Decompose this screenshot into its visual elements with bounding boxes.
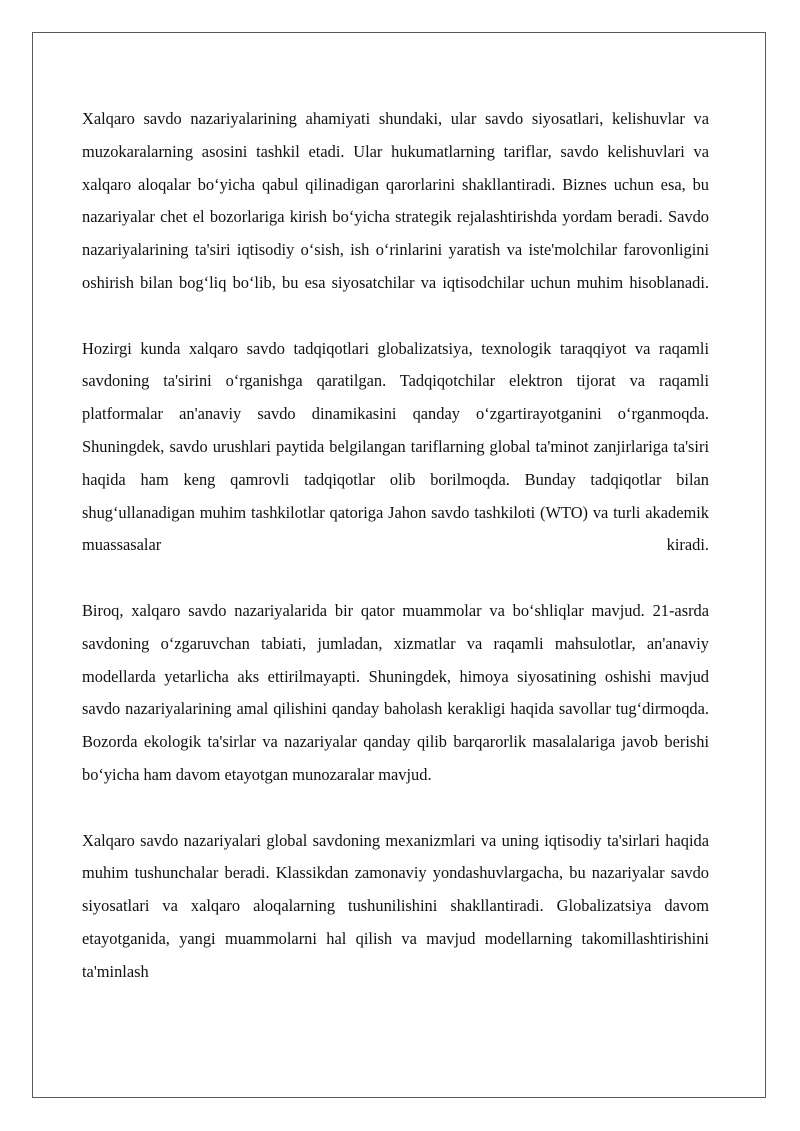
- paragraph-gap: [82, 792, 709, 825]
- paragraph-3: Biroq, xalqaro savdo nazariyalarida bir qator muammolar va bo‘shliqlar mavjud. 21-asrda savdoning o‘zgaruvchan tabiati, jumladan, xizmatlar va raqamli mahsulotlar, an'anaviy modellarda yetarlicha aks ettirilmayapti. Shuningdek, himoya siyosatining oshishi mavjud savdo nazariyalarining amal qilishini qanday baholash kerakligi haqida savollar tug‘dirmoqda. Bozorda ekologik ta'sirlar va nazariyalar qanday qilib barqarorlik masalalariga javob berishi bo‘yicha ham davom etayotgan munozaralar mavjud.: [82, 600, 709, 784]
- paragraph-2: Hozirgi kunda xalqaro savdo tadqiqotlari globalizatsiya, texnologik taraqqiyot va raqamli savdoning ta'sirini o‘rganishga qaratilgan. Tadqiqotchilar elektron tijorat va raqamli platformalar an'anaviy savdo dinamikasini qanday o‘zgartirayotganini o‘rganmoqda. Shuningdek, savdo urushlari paytida belgilangan tariflarning global ta'minot zanjirlariga ta'siri haqida ham keng qamrovli tadqiqotlar olib borilmoqda. Bunday tadqiqotlar bilan shug‘ullanadigan muhim tashkilotlar qatoriga Jahon savdo tashkiloti (WTO) va turli akademik muassasalar kiradi.: [82, 338, 709, 555]
- document-body: [82, 103, 709, 989]
- paragraph-4: Xalqaro savdo nazariyalari global savdoning mexanizmlari va uning iqtisodiy ta'sirlari haqida muhim tushunchalar beradi. Klassikdan zamonaviy yondashuvlargacha, bu nazariyalar savdo siyosatlari va xalqaro aloqalarning tushunilishini shakllantiradi. Globalizatsiya davom etayotganida, yangi muammolarni hal qilish va mavjud modellarning takomillashtirishini ta'minlash: [82, 830, 709, 981]
- paragraph-gap: [82, 300, 709, 333]
- paragraph-1: Xalqaro savdo nazariyalarining ahamiyati shundaki, ular savdo siyosatlari, kelishuvlar va muzokaralarning asosini tashkil etadi. Ular hukumatlarning tariflar, savdo kelishuvlari va xalqaro aloqalar bo‘yicha qabul qilinadigan qarorlarini shakllantiradi. Biznes uchun esa, bu nazariyalar chet el bozorlariga kirish bo‘yicha strategik rejalashtirishda yordam beradi. Savdo nazariyalarining ta'siri iqtisodiy o‘sish, ish o‘rinlarini yaratish va iste'molchilar farovonligini oshirish bilan bog‘liq bo‘lib, bu esa siyosatchilar va iqtisodchilar uchun muhim hisoblanadi.: [82, 109, 709, 292]
- paragraph-gap: [82, 562, 709, 595]
